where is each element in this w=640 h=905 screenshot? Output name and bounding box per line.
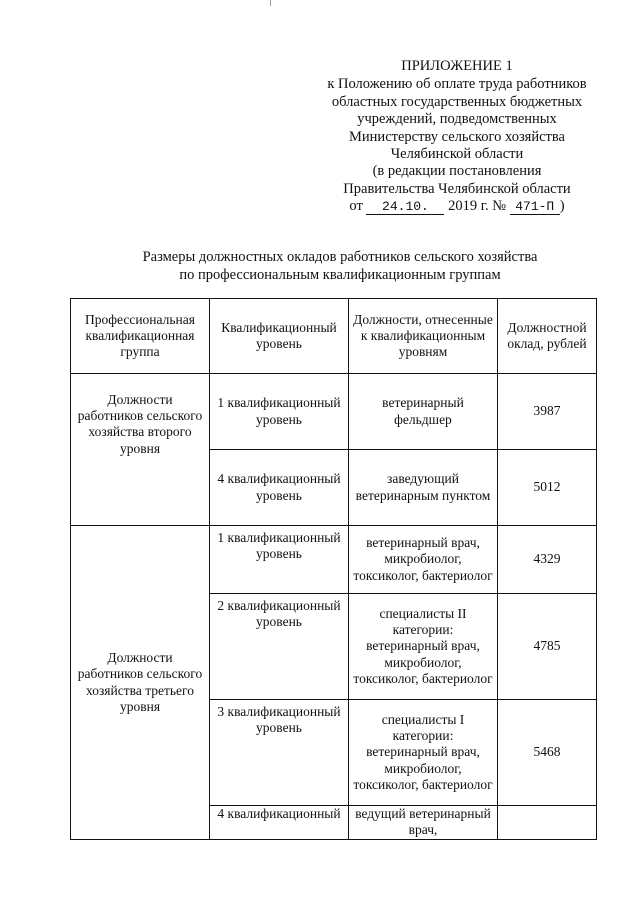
year-text: 2019 г. №: [448, 198, 507, 215]
level-cell: 1 квалификационный уровень: [210, 526, 349, 594]
appendix-heading: ПРИЛОЖЕНИЕ 1: [401, 58, 513, 74]
positions-cell: ветеринарный фельдшер: [349, 374, 498, 450]
date-field: 24.10.: [366, 199, 444, 215]
salary-cell: 5012: [498, 450, 597, 526]
group-name-cell: Должности работников сельского хозяйства третьего уровня: [71, 526, 210, 840]
appendix-line: Правительства Челябинской области: [343, 180, 571, 197]
level-cell: 1 квалификационный уровень: [210, 374, 349, 450]
positions-cell: специалисты II категории: ветеринарный врач, микробиолог, токсиколог, бактериолог: [349, 594, 498, 700]
resolution-date-line: [316, 198, 598, 215]
table-row: [71, 374, 597, 450]
positions-cell: ветеринарный врач, микробиолог, токсиколог, бактериолог: [349, 526, 498, 594]
appendix-line: Министерству сельского хозяйства: [349, 128, 565, 145]
column-header: Профессиональная квалификационная группа: [71, 299, 210, 374]
salary-cell: 5468: [498, 700, 597, 806]
table-row: [71, 526, 597, 594]
level-cell: 4 квалификационный уровень: [210, 450, 349, 526]
title-line: по профессиональным квалификационным группам: [179, 266, 501, 283]
appendix-block: [316, 58, 598, 216]
title-line: Размеры должностных окладов работников сельского хозяйства: [142, 249, 538, 265]
appendix-line: учреждений, подведомственных: [357, 111, 557, 128]
appendix-line: областных государственных бюджетных: [331, 93, 583, 110]
number-field: 471-П: [510, 199, 560, 215]
salary-cell: 3987: [498, 374, 597, 450]
group-name-cell: Должности работников сельского хозяйства второго уровня: [71, 374, 210, 526]
number-suffix: ): [559, 198, 565, 215]
positions-cell: специалисты I категории: ветеринарный врач, микробиолог, токсиколог, бактериолог: [349, 700, 498, 806]
positions-cell: ведущий ветеринарный врач,: [349, 806, 498, 840]
salary-cell: 4329: [498, 526, 597, 594]
salary-cell: 4785: [498, 594, 597, 700]
salary-table: [70, 298, 597, 840]
level-cell: 3 квалификационный уровень: [210, 700, 349, 806]
level-cell: 2 квалификационный уровень: [210, 594, 349, 700]
appendix-line: к Положению об оплате труда работников: [327, 76, 587, 93]
level-cell: 4 квалификационный: [210, 806, 349, 840]
column-header: Квалификационный уровень: [210, 299, 349, 374]
column-header: Должности, отнесенные к квалификационным уровням: [349, 299, 498, 374]
document-title: [100, 249, 580, 284]
salary-cell: [498, 806, 597, 840]
scan-mark: [270, 0, 271, 6]
date-prefix: от: [349, 198, 363, 215]
column-header: Должностной оклад, рублей: [498, 299, 597, 374]
positions-cell: заведующий ветеринарным пунктом: [349, 450, 498, 526]
appendix-line: Челябинской области: [390, 146, 524, 163]
table-header-row: [71, 299, 597, 374]
appendix-line: (в редакции постановления: [372, 163, 542, 180]
